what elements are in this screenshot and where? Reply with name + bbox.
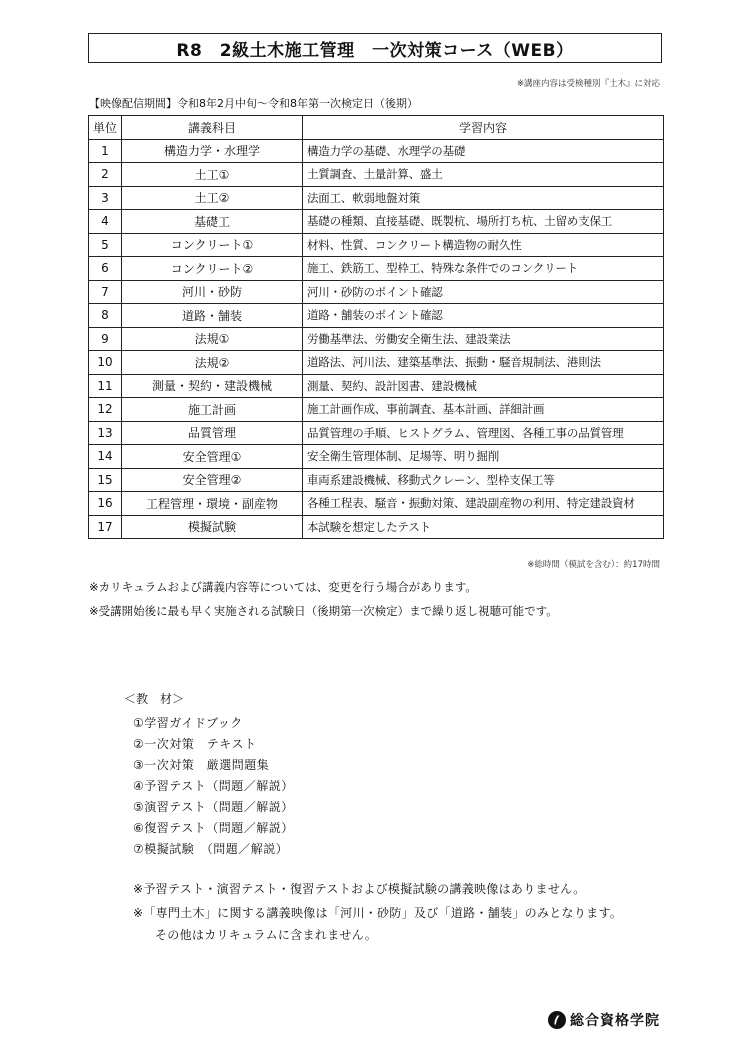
unit-cell: 12 xyxy=(89,398,122,422)
unit-cell: 1 xyxy=(89,139,122,163)
content-cell: 車両系建設機械、移動式クレーン、型枠支保工等 xyxy=(303,468,664,492)
unit-cell: 9 xyxy=(89,327,122,351)
list-item: ⑦模擬試験 （問題／解説） xyxy=(133,842,289,856)
subject-cell: 基礎工 xyxy=(122,210,303,234)
table-row xyxy=(89,233,664,257)
content-cell: 施工計画作成、事前調査、基本計画、詳細計画 xyxy=(303,398,664,422)
unit-cell: 13 xyxy=(89,421,122,445)
list-item: ⑤演習テスト（問題／解説） xyxy=(133,800,294,814)
table-row xyxy=(89,186,664,210)
table-row xyxy=(89,139,664,163)
table-row xyxy=(89,327,664,351)
content-cell: 材料、性質、コンクリート構造物の耐久性 xyxy=(303,233,664,257)
logo-text: 総合資格学院 xyxy=(570,1013,660,1029)
subject-cell: コンクリート① xyxy=(122,233,303,257)
no-video-note: ※予習テスト・演習テスト・復習テストおよび模擬試験の講義映像はありません。 xyxy=(133,882,586,896)
unit-cell: 2 xyxy=(89,163,122,187)
header-content: 学習内容 xyxy=(303,116,664,140)
list-item: ②一次対策 テキスト xyxy=(133,737,257,751)
content-cell: 道路法、河川法、建築基準法、振動・騒音規制法、港則法 xyxy=(303,351,664,375)
list-item: ③一次対策 厳選問題集 xyxy=(133,758,270,772)
table-row xyxy=(89,398,664,422)
scope-note: ※講座内容は受検種別『土木』に対応 xyxy=(516,79,660,89)
viewing-period-note: ※受講開始後に最も早く実施される試験日（後期第一次検定）まで繰り返し視聴可能です。 xyxy=(89,604,558,618)
table-row xyxy=(89,515,664,539)
unit-cell: 11 xyxy=(89,374,122,398)
subject-cell: 模擬試験 xyxy=(122,515,303,539)
table-row xyxy=(89,257,664,281)
content-cell: 構造力学の基礎、水理学の基礎 xyxy=(303,139,664,163)
subject-cell: 道路・舗装 xyxy=(122,304,303,328)
page-title-text: R8 2級土木施工管理 一次対策コース（WEB） xyxy=(176,40,574,61)
unit-cell: 3 xyxy=(89,186,122,210)
content-cell: 基礎の種類、直接基礎、既製杭、場所打ち杭、土留め支保工 xyxy=(303,210,664,234)
content-cell: 安全衛生管理体制、足場等、明り掘削 xyxy=(303,445,664,469)
table-row xyxy=(89,163,664,187)
logo-swoosh-icon xyxy=(551,1014,563,1026)
unit-cell: 7 xyxy=(89,280,122,304)
table-row xyxy=(89,468,664,492)
table-row xyxy=(89,421,664,445)
content-cell: 品質管理の手順、ヒストグラム、管理図、各種工事の品質管理 xyxy=(303,421,664,445)
table-row xyxy=(89,280,664,304)
table-row xyxy=(89,304,664,328)
unit-cell: 6 xyxy=(89,257,122,281)
subject-cell: 法規① xyxy=(122,327,303,351)
unit-cell: 5 xyxy=(89,233,122,257)
content-cell: 施工、鉄筋工、型枠工、特殊な条件でのコンクリート xyxy=(303,257,664,281)
table-row xyxy=(89,351,664,375)
materials-list xyxy=(133,713,294,860)
subject-cell: コンクリート② xyxy=(122,257,303,281)
unit-cell: 15 xyxy=(89,468,122,492)
subject-cell: 測量・契約・建設機械 xyxy=(122,374,303,398)
unit-cell: 14 xyxy=(89,445,122,469)
list-item: ①学習ガイドブック xyxy=(133,716,243,730)
sogo-shikaku-logo-icon xyxy=(548,1011,566,1029)
header-unit: 単位 xyxy=(89,116,122,140)
content-cell: 土質調査、土量計算、盛土 xyxy=(303,163,664,187)
page-title xyxy=(88,33,662,63)
brand-logo xyxy=(548,1010,660,1030)
total-hours-note: ※総時間（模試を含む）：約17時間 xyxy=(527,560,660,570)
table-row xyxy=(89,210,664,234)
subject-cell: 安全管理② xyxy=(122,468,303,492)
not-included-note: その他はカリキュラムに含まれません。 xyxy=(155,928,378,942)
table-row xyxy=(89,374,664,398)
curriculum-table xyxy=(88,115,664,539)
subject-cell: 河川・砂防 xyxy=(122,280,303,304)
subject-cell: 法規② xyxy=(122,351,303,375)
subject-cell: 構造力学・水理学 xyxy=(122,139,303,163)
specialty-civil-note: ※「専門土木」に関する講義映像は「河川・砂防」及び「道路・舗装」のみとなります。 xyxy=(133,906,623,920)
subject-cell: 土工② xyxy=(122,186,303,210)
curriculum-change-note: ※カリキュラムおよび講義内容等については、変更を行う場合があります。 xyxy=(89,580,477,594)
materials-heading: ＜教 材＞ xyxy=(124,692,185,706)
subject-cell: 安全管理① xyxy=(122,445,303,469)
content-cell: 道路・舗装のポイント確認 xyxy=(303,304,664,328)
subject-cell: 施工計画 xyxy=(122,398,303,422)
list-item: ④予習テスト（問題／解説） xyxy=(133,779,294,793)
subject-cell: 工程管理・環境・副産物 xyxy=(122,492,303,516)
subject-cell: 品質管理 xyxy=(122,421,303,445)
table-row xyxy=(89,445,664,469)
unit-cell: 8 xyxy=(89,304,122,328)
unit-cell: 16 xyxy=(89,492,122,516)
delivery-period: 【映像配信期間】令和8年2月中旬～令和8年第一次検定日（後期） xyxy=(89,97,418,110)
content-cell: 各種工程表、騒音・振動対策、建設副産物の利用、特定建設資材 xyxy=(303,492,664,516)
table-row xyxy=(89,492,664,516)
subject-cell: 土工① xyxy=(122,163,303,187)
unit-cell: 10 xyxy=(89,351,122,375)
content-cell: 本試験を想定したテスト xyxy=(303,515,664,539)
list-item: ⑥復習テスト（問題／解説） xyxy=(133,821,294,835)
content-cell: 測量、契約、設計図書、建設機械 xyxy=(303,374,664,398)
unit-cell: 4 xyxy=(89,210,122,234)
unit-cell: 17 xyxy=(89,515,122,539)
content-cell: 法面工、軟弱地盤対策 xyxy=(303,186,664,210)
table-header-row xyxy=(89,116,664,140)
content-cell: 河川・砂防のポイント確認 xyxy=(303,280,664,304)
header-subject: 講義科目 xyxy=(122,116,303,140)
content-cell: 労働基準法、労働安全衛生法、建設業法 xyxy=(303,327,664,351)
